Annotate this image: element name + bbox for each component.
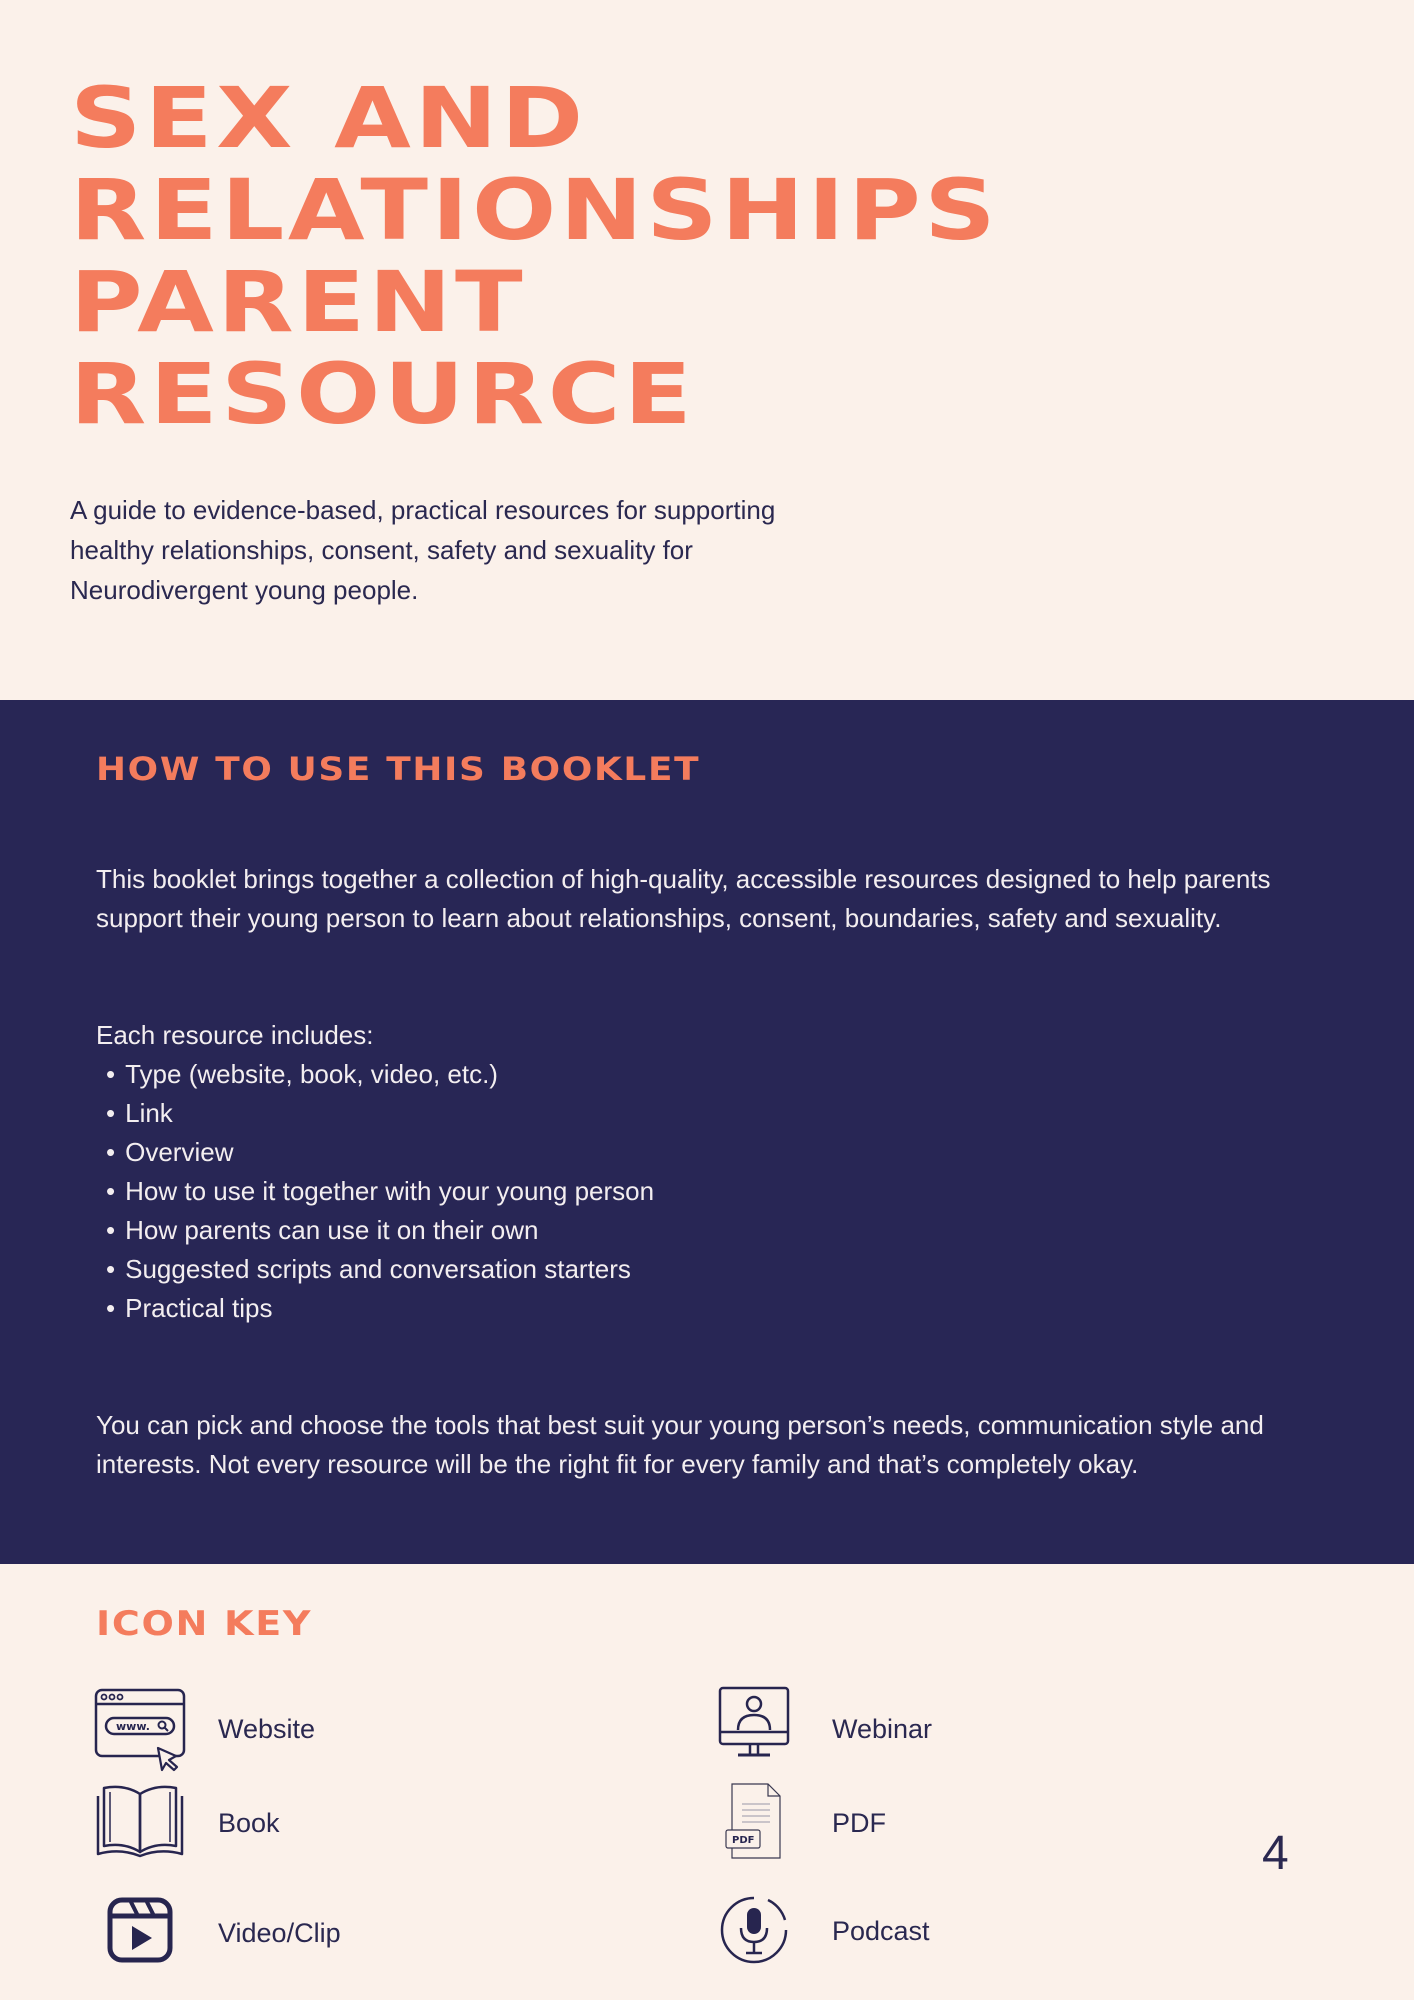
book-icon [92, 1778, 188, 1868]
icon-key-label: Book [218, 1807, 280, 1838]
icon-key-podcast [706, 1886, 930, 1976]
pdf-icon [706, 1778, 802, 1868]
icon-key-label: Webinar [832, 1713, 933, 1744]
website-icon [92, 1684, 188, 1774]
icon-key-book [92, 1778, 280, 1868]
title-line-1: SEX AND [70, 69, 587, 167]
page-number: 4 [1262, 1827, 1289, 1880]
how-to-use-paragraph-2: You can pick and choose the tools that best suit your young person’s needs, communication style and interests. Not every resource will be the right fit for every family and that’s completely okay. [96, 1410, 1264, 1479]
title-line-4: RESOURCE [70, 345, 696, 443]
list-item: • Type (website, book, video, etc.) [96, 1055, 1326, 1094]
list-item: • How parents can use it on their own [96, 1211, 1326, 1250]
icon-key-pdf [706, 1778, 886, 1868]
podcast-icon [706, 1886, 802, 1976]
icon-key-webinar [706, 1684, 932, 1774]
resource-includes-block [96, 1016, 1326, 1328]
page-title [70, 69, 1000, 443]
icon-key-label: Video/Clip [218, 1917, 341, 1948]
intro-text: A guide to evidence-based, practical resources for supporting healthy relationships, consent, safety and sexuality for Neurodivergent young people. [70, 495, 776, 605]
icon-key-website [92, 1684, 315, 1774]
how-to-use-paragraph-1: This booklet brings together a collection of high-quality, accessible resources designed to help parents support their young person to learn about relationships, consent, boundaries, safety and sexuality. [96, 864, 1271, 933]
icon-key-label: PDF [832, 1807, 886, 1838]
svg-text:www.: www. [116, 1720, 150, 1733]
list-item: • Overview [96, 1133, 1326, 1172]
includes-label: Each resource includes: [96, 1020, 374, 1050]
list-item: • Suggested scripts and conversation starters [96, 1250, 1326, 1289]
list-item: • How to use it together with your young person [96, 1172, 1326, 1211]
webinar-icon [706, 1684, 802, 1774]
list-item: • Link [96, 1094, 1326, 1133]
svg-text:PDF: PDF [732, 1835, 755, 1846]
list-item: • Practical tips [96, 1289, 1326, 1328]
icon-key-label: Podcast [832, 1915, 930, 1946]
how-to-use-heading: HOW TO USE THIS BOOKLET [96, 750, 701, 788]
video-clip-icon [92, 1888, 188, 1978]
icon-key-heading: ICON KEY [96, 1604, 313, 1644]
title-line-2: RELATIONSHIPS [70, 161, 1000, 259]
includes-list [96, 1055, 1326, 1328]
how-to-use-panel [0, 700, 1414, 1564]
icon-key-label: Website [218, 1713, 316, 1744]
icon-key-video-clip [92, 1888, 341, 1978]
title-line-3: PARENT [70, 253, 527, 351]
